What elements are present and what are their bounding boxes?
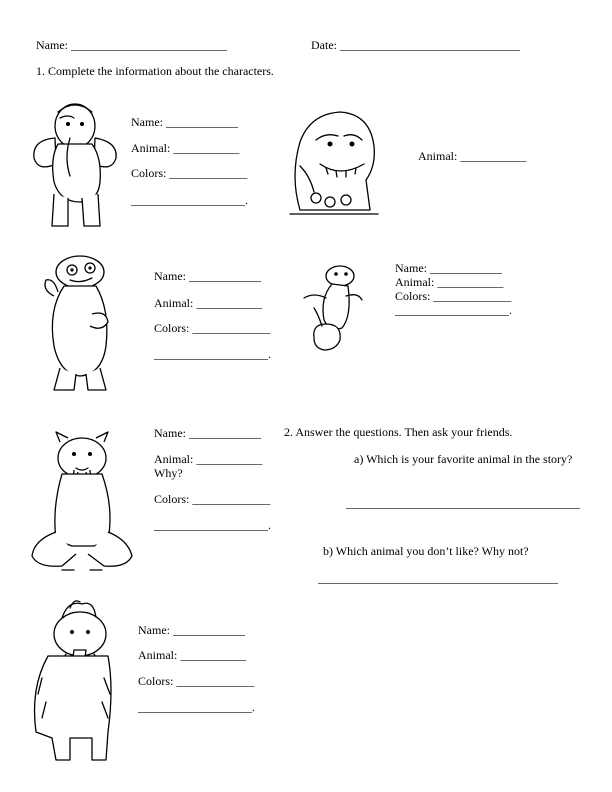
squirrel-illustration-icon — [296, 262, 366, 352]
char3-animal-field[interactable]: Animal: ___________ — [154, 296, 263, 310]
char4-colors-field[interactable]: Colors: _____________ — [395, 289, 512, 303]
char6-animal-field[interactable]: Animal: ___________ — [138, 648, 247, 662]
char6-blank-line[interactable]: ___________________. — [138, 700, 255, 714]
sabertooth-tiger-illustration-icon — [22, 428, 142, 578]
char5-name-field[interactable]: Name: ____________ — [154, 426, 261, 440]
question-b: b) Which animal you don’t like? Why not? — [323, 544, 529, 558]
char3-name-field[interactable]: Name: ____________ — [154, 269, 261, 283]
section2-instruction: 2. Answer the questions. Then ask your friends. — [284, 425, 513, 439]
answer-b-line[interactable]: ________________________________________ — [318, 571, 558, 585]
char1-animal-field[interactable]: Animal: ___________ — [131, 141, 240, 155]
char4-blank-line[interactable]: ___________________. — [395, 303, 512, 317]
char3-blank-line[interactable]: ___________________. — [154, 347, 271, 361]
char5-animal-field[interactable]: Animal: ___________ — [154, 452, 263, 466]
char6-colors-field[interactable]: Colors: _____________ — [138, 674, 255, 688]
date-field[interactable]: Date: ______________________________ — [311, 38, 520, 52]
char5-blank-line[interactable]: ___________________. — [154, 518, 271, 532]
sloth-illustration-icon — [40, 250, 120, 394]
char1-name-field[interactable]: Name: ____________ — [131, 115, 238, 129]
char4-name-field[interactable]: Name: ____________ — [395, 261, 502, 275]
char1-colors-field[interactable]: Colors: _____________ — [131, 166, 248, 180]
char4-animal-field[interactable]: Animal: ___________ — [395, 275, 504, 289]
answer-a-line[interactable]: _______________________________________ — [346, 496, 580, 510]
char3-colors-field[interactable]: Colors: _____________ — [154, 321, 271, 335]
char2-animal-field[interactable]: Animal: ___________ — [418, 149, 527, 163]
woolly-mammoth-illustration-icon — [22, 598, 122, 766]
question-a: a) Which is your favorite animal in the story? — [354, 452, 573, 466]
char5-colors-field[interactable]: Colors: _____________ — [154, 492, 271, 506]
section1-instruction: 1. Complete the information about the characters. — [36, 64, 274, 78]
char6-name-field[interactable]: Name: ____________ — [138, 623, 245, 637]
baby-mammoth-illustration-icon — [30, 98, 120, 236]
char5-why-label: Why? — [154, 466, 183, 480]
char1-blank-line[interactable]: ___________________. — [131, 193, 248, 207]
dinosaur-illustration-icon — [286, 106, 382, 218]
name-field[interactable]: Name: __________________________ — [36, 38, 227, 52]
